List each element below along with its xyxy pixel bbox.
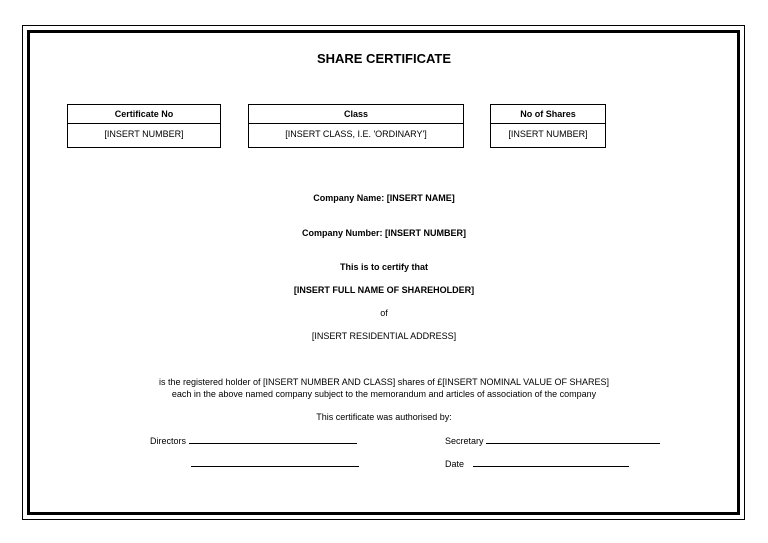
certificate-number-header: Certificate No bbox=[68, 105, 220, 124]
number-of-shares-header: No of Shares bbox=[491, 105, 605, 124]
company-number: Company Number: [INSERT NUMBER] bbox=[301, 228, 466, 238]
date-row bbox=[445, 459, 629, 469]
shareholder-name: [INSERT FULL NAME OF SHAREHOLDER] bbox=[293, 285, 475, 295]
directors-label: Directors bbox=[150, 436, 187, 446]
share-class-value: [INSERT CLASS, I.E. 'ORDINARY'] bbox=[285, 129, 427, 139]
company-name: Company Name: [INSERT NAME] bbox=[313, 193, 455, 203]
of-text: of bbox=[380, 308, 388, 318]
second-director-row bbox=[191, 459, 359, 469]
holding-statement-line1: is the registered holder of [INSERT NUMBER AND CLASS] shares of £[INSERT NOMINAL VALUE OF SHARES] bbox=[159, 377, 609, 387]
authorised-by: This certificate was authorised by: bbox=[316, 412, 452, 422]
directors-signature-row bbox=[150, 436, 357, 446]
secretary-label: Secretary bbox=[445, 436, 484, 446]
date-label: Date bbox=[445, 459, 465, 469]
number-of-shares-value: [INSERT NUMBER] bbox=[508, 129, 588, 139]
certificate-number-value: [INSERT NUMBER] bbox=[104, 129, 184, 139]
certificate-number-box bbox=[67, 104, 221, 148]
directors-signature-line bbox=[189, 443, 357, 444]
number-of-shares-box bbox=[490, 104, 606, 148]
share-class-box bbox=[248, 104, 464, 148]
date-line bbox=[473, 466, 629, 467]
second-director-signature-line bbox=[191, 466, 359, 467]
secretary-signature-row bbox=[445, 436, 660, 446]
share-class-header: Class bbox=[249, 105, 463, 124]
residential-address: [INSERT RESIDENTIAL ADDRESS] bbox=[311, 331, 457, 341]
secretary-signature-line bbox=[486, 443, 660, 444]
certificate-title: SHARE CERTIFICATE bbox=[316, 51, 452, 66]
certify-intro: This is to certify that bbox=[339, 262, 428, 272]
holding-statement-line2: each in the above named company subject to the memorandum and articles of association of the company bbox=[171, 389, 597, 399]
